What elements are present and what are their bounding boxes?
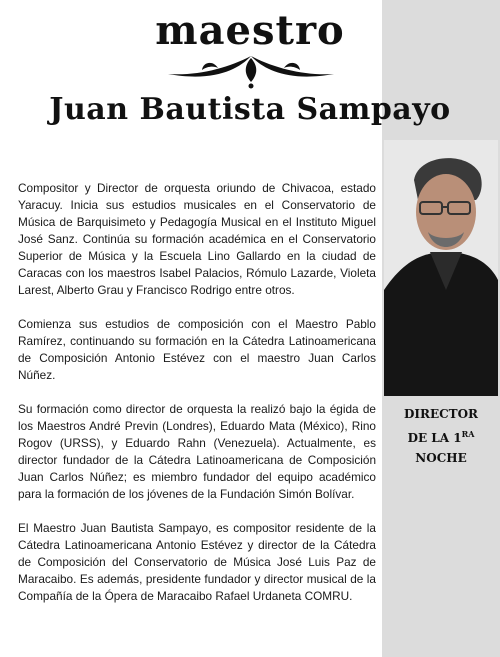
ornament-flourish-icon bbox=[158, 52, 344, 90]
caption-superscript: RA bbox=[461, 429, 475, 439]
page-title: maestro bbox=[155, 7, 345, 54]
photo-caption bbox=[384, 404, 498, 468]
portrait-image bbox=[384, 140, 498, 396]
portrait-photo bbox=[384, 140, 498, 396]
maestro-name: Juan Bautista Sampayo bbox=[49, 92, 451, 127]
paragraph: El Maestro Juan Bautista Sampayo, es compositor residente de la Cátedra Latinoamericana Antonio Estévez y director de la Cátedra de Composición del Conservatorio de Música José Luis Paz de Maracaibo. Es además, presidente fundador y director musical de la Compañía de la Ópera de Maracaibo Rafael Urdaneta COMRU. bbox=[18, 521, 376, 603]
paragraph: Compositor y Director de orquesta oriundo de Chivacoa, estado Yaracuy. Inicia sus estudios musicales en el Conservatorio de Música de Barquisimeto y Pedagogía Musical en el Instituto Miguel José Sanz. Continúa su formación académica en el Conservatorio Superior de Música y la Escuela Lino Gallardo en la ciudad de Caracas con los maestros Isabel Palacios, Rómulo Lazarde, Violeta Larest, Alberto Grau y Francisco Rodrigo entre otros. bbox=[18, 181, 376, 297]
paragraph: Su formación como director de orquesta la realizó bajo la égida de los Maestros André Previn (Londres), Eduardo Mata (México), Rino Rogov (URSS), y Eduardo Rahn (Venezuela). Actualmente, es director fundador de la Cátedra Latinoamericana de Composición Juan Carlos Núñez; es miembro fundador del equipo académico para la formación de los jóvenes de la Fundación Simón Bolívar. bbox=[18, 402, 376, 501]
biography-text bbox=[18, 180, 376, 622]
paragraph: Comienza sus estudios de composición con el Maestro Pablo Ramírez, continuando su formación en la Cátedra Latinoamericana de Composición Antonio Estévez con el maestro Juan Carlos Núñez. bbox=[18, 317, 376, 382]
caption-line-1: DIRECTOR bbox=[403, 407, 479, 421]
caption-prefix: DE LA 1 bbox=[407, 431, 462, 445]
caption-suffix: NOCHE bbox=[415, 451, 467, 465]
caption-line-2 bbox=[384, 424, 498, 468]
